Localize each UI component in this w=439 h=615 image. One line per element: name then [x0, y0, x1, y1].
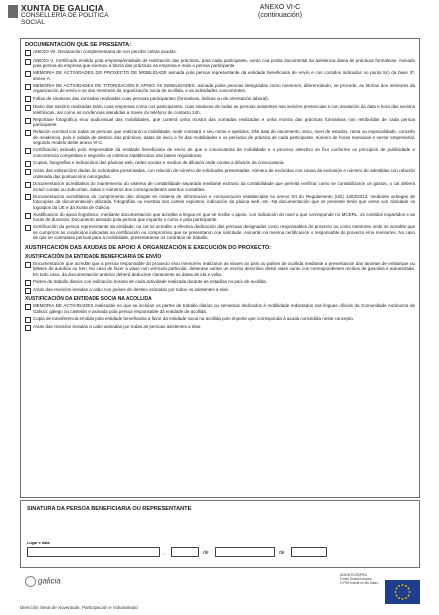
eu-star-icon [409, 591, 411, 593]
documentation-item [25, 70, 415, 81]
documentation-item-text: Documentación acreditativa do mantemento do sistema de contabilidade separada mediante extracto da contabilidade que permita verificar como se contabilizaron os gastos, o cal deberá incluír contas ou subcontas, datas e números dos correspondentes asentos contables. [33, 181, 415, 192]
eu-star-icon [398, 597, 400, 599]
page-footer [0, 574, 439, 615]
documentation-item-text: Follas de sinaturas das xornadas realizadas coas persoas participantes (formativas, lúdicas ou de orientación laboral). [33, 95, 269, 101]
eu-line-3: O FSE inviste no teu futuro [340, 580, 379, 585]
xunta-logo-icon [8, 5, 18, 18]
acollida-checkbox[interactable] [25, 325, 31, 331]
envio-checkbox[interactable] [25, 288, 31, 294]
documentation-item [25, 83, 415, 94]
documentation-checkbox[interactable] [25, 194, 31, 200]
page-header [8, 4, 431, 34]
documentation-item-text: Certificación da persoa representante da entidade, na cal se acredite a efectiva dedicación das persoas designadas como responsables do proxecto ou como mentores onde se acredite que se cumpriron as condicións indicadas na certificación ou compromiso que se presentaron coa solicitude. Asinarán na mesma certificación o responsable do proxecto e/ou mentor/es. No caso de que se contratase persoal para a mobilidade, presentaranse os contratos de traballo. [33, 224, 415, 241]
month-field[interactable] [215, 547, 275, 557]
eu-line-2: Fondo Social Europeo [340, 576, 372, 581]
envio-item-text: Actas das reunións levadas a cabo nos países de destino asinadas por todos os asistentes a elas. [33, 287, 230, 293]
documentation-checkbox[interactable] [25, 148, 31, 154]
documentation-checkbox[interactable] [25, 182, 31, 188]
galicia-logo-text: galicia [38, 576, 61, 586]
acollida-item-text: MEMORIA DE ACTIVIDADES realizadas en que se incluían os partes de traballo diarios ou semanais dedicados á mobilidade redactados nas linguas oficiais da Comunidade Autónoma de Galicia: galego ou castelán e asinada pola persoa responsable da entidade de acollida. [33, 303, 415, 314]
documentation-item-text: Diario das sesións realizadas tanto coas empresas coma cos participantes, coas sinaturas de todas as persoas asistentes nas sesións presenciais e con anotación da data e hora das sesións telefónicas, así como as incidencias atendidas a través do teléfono de contacto 24h. [33, 104, 415, 115]
documentation-checkbox[interactable] [25, 105, 31, 111]
eu-star-icon [396, 595, 398, 597]
documentation-item-text: MEMORIA DE ACTIVIDADES DE TITORIZACIÓN E APOIO ÁS MOBILIDADES, asinada polas persoas designadas como mentores, diferenciando, se procede, as titorías dos mentores da organización de envío e as dos mentores da organización socia de acollida, e as actividades concorrentes. [33, 82, 415, 94]
documentation-item-text: Relación nominal con todas as persoas que realizaron a mobilidade, onde constará o seu nome e apelidos, DNI data de nacemento, sexo, nivel de estudos, rama ou especialidade, concello de residencia, país e cidade de destino das prácticas, datas de inicio e fin das mobilidades e os períodos de práctica de cada participante, número de horas mensuais e sector empresarial, segundo modelo deste anexo VI-C. [33, 129, 415, 146]
year-field[interactable] [291, 547, 327, 557]
documentation-item [25, 49, 415, 56]
acollida-item [25, 303, 415, 314]
place-date-label: Lugar e data [27, 541, 50, 545]
acollida-heading: XUSTIFICACIÓN DA ENTIDADE SOCIA NA ACOLLIDA [25, 296, 152, 303]
documentation-checkbox[interactable] [25, 169, 31, 175]
place-field[interactable] [27, 547, 160, 557]
justification-heading: XUSTIFICACIÓN DAS AXUDAS DE APOIO Á ORGANIZACIÓN E EXECUCIÓN DO PROXECTO: [25, 245, 272, 252]
acollida-item-text: Actas das reunións levadas a cabo asinadas por todas as persoas asistentes a elas. [33, 324, 202, 330]
documentation-box [20, 38, 420, 498]
acollida-item [25, 324, 415, 331]
day-field[interactable] [171, 547, 199, 557]
eu-funding-text [340, 574, 378, 585]
acollida-item [25, 316, 415, 323]
signature-title: SINATURA DA PERSOA BENEFICIARIA OU REPRESENTANTE [27, 506, 192, 512]
envio-item-text: Partes de traballo diarios con indicación horaria de cada actividade realizada durante as estadías no país de acollida. [33, 278, 267, 284]
documentation-item [25, 224, 415, 241]
documentation-item [25, 58, 415, 69]
documentation-checkbox[interactable] [25, 225, 31, 231]
eu-star-icon [396, 588, 398, 590]
documentation-heading: DOCUMENTACIÓN QUE SE PRESENTA: [25, 42, 132, 48]
org-line-1: XUNTA DE GALICIA [21, 3, 105, 13]
eu-line-1: UNIÓN EUROPEA [340, 573, 367, 577]
documentation-item-text: MEMORIA DE ACTIVIDADES DO PROXECTO DE MOBILIDADE asinada pola persoa representante da entidade beneficiaria de envío e cos contidos indicados no punto 5c) da base 3ª, anexo-A. [33, 70, 415, 81]
documentation-checkbox[interactable] [25, 118, 31, 124]
documentation-checkbox[interactable] [25, 71, 31, 77]
documentation-item-text: Xustificación do apoio lingüístico, mediante documentación que acredite a lingua en que se recibe o apoio, con indicación do nivel a que corresponde no MCERL, os contidos impartidos e as horas de duración. Documento asinado pola persoa que impartiu o curso e pola participante. [33, 211, 415, 223]
documentation-item [25, 168, 415, 179]
envio-item [25, 261, 415, 278]
galicia-logo-icon [25, 576, 36, 587]
organization-name [21, 4, 108, 27]
acollida-item-text: Copia de transferencia emitida pola entidade beneficiaria a favor da entidade socia na acollida polo importe que corresponda á axuda concedida neste concepto. [33, 315, 354, 321]
signature-box [20, 500, 420, 568]
documentation-item-text: Actas das valoracións dadas ás solicitudes presentadas, con relación de número de solicitudes presentadas, número de excluídas con causa da exclusión e número de admitidas con relación ordenada das puntuacións outorgadas. [33, 168, 415, 179]
documentation-item-text: Certificación asinada polo responsable da entidade beneficiaria de envío de que a convocatoria da mobilidade e o proceso selectivo se fixo conforme os principios de publicidade e concorrencia competitiva e segundo os criterios establecidos nas bases reguladoras. [33, 147, 415, 158]
department-name: Dirección Xeral de Xuventude, Participación e Voluntariado [20, 605, 138, 610]
galicia-logo [25, 576, 61, 587]
documentation-item-text: ANEXO VII. Declaración complementaria de non percibir outras axudas. [33, 49, 177, 55]
org-line-2: CONSELLERÍA DE POLÍTICA [21, 12, 109, 19]
eu-star-icon [402, 598, 404, 600]
documentation-item [25, 129, 415, 146]
documentation-item [25, 147, 415, 158]
documentation-checkbox[interactable] [25, 130, 31, 136]
date-separator-comma: , [163, 550, 165, 556]
documentation-checkbox[interactable] [25, 59, 31, 65]
documentation-item [25, 104, 415, 115]
documentation-item [25, 194, 415, 211]
eu-star-icon [405, 597, 407, 599]
documentation-item-text: ANEXO V. Certificado emitido pola empresa/entidade de realización das prácticas, para cada participante, xunto coa proba documental da asistencia diaria ás prácticas formativas. Asinado pola persoa da empresa que exerceu a titoría das prácticas na empresa e mais a persoa participante. [33, 57, 415, 69]
date-separator-de-2: de [279, 550, 285, 556]
eu-star-icon [402, 584, 404, 586]
acollida-list [25, 303, 415, 331]
envio-item [25, 279, 415, 286]
anexo-title: ANEXO VI-C [259, 4, 301, 11]
eu-star-icon [405, 585, 407, 587]
documentation-checkbox[interactable] [25, 161, 31, 167]
date-separator-de-1: de [203, 550, 209, 556]
eu-star-icon [395, 591, 397, 593]
eu-flag-icon [385, 580, 420, 604]
documentation-item [25, 212, 415, 223]
envio-list [25, 261, 415, 294]
documentation-item [25, 96, 415, 103]
envio-item-text: Documentación que acredite que a persoa responsable do proxecto e/ou mentor/es realizaron as viaxes ao país ou países de acollida mediante a presentación das tarxetas de embarque ou billetes de autobús ou tren. No caso de facer a viaxe nun vehículo particular, deberase xuntar un escrito descritivo desta viaxe xunto cos correspondentes recibos de gasolina e autoestrada. En todo caso, da documentación anterior deberá deducirse claramente as datas de ida e volta. [33, 260, 415, 277]
eu-stars-icon [385, 580, 420, 604]
anexo-subtitle: (continuación) [258, 11, 302, 19]
documentation-checkbox[interactable] [25, 213, 31, 219]
documentation-checkbox[interactable] [25, 50, 31, 56]
eu-star-icon [408, 595, 410, 597]
envio-item [25, 287, 415, 294]
documentation-item-text: Documentación acreditativa do cumprimento das obrigas en materia de Información e comunicación establecidas no anexo XII do Regulamento (UE) 1303/2013, mediante achegas de fotocopias da documentación utilizada, fotografías ou mostras dos carteis expostos, indicación da páxina web, etc. Na documentación que se presente terán que verse con claridade os logotipos da UE e da Xunta de Galicia. [33, 193, 415, 210]
documentation-item-text: Reportaxe fotográfica e/ou audiovisual das mobilidades, que conterá unha mostra das xornadas realizadas e unha mostra das prácticas formativas non retribuídas de cada persoa participante. [33, 116, 415, 128]
documentation-item [25, 117, 415, 128]
documentation-checkbox[interactable] [25, 96, 31, 102]
documentation-checkbox[interactable] [25, 84, 31, 90]
eu-star-icon [408, 588, 410, 590]
documentation-list [25, 49, 415, 240]
envio-checkbox[interactable] [25, 262, 31, 268]
documentation-item-text: Copias, fotografías e indicacións das páxinas web, redes sociais e medios de difusión onde conste a difusión da convocatoria. [33, 159, 285, 165]
acollida-checkbox[interactable] [25, 304, 31, 310]
eu-star-icon [398, 585, 400, 587]
envio-heading: XUSTIFICACIÓN DA ENTIDADE BENEFICIARIA DE ENVÍO [25, 253, 162, 260]
anexo-label [258, 4, 302, 19]
acollida-checkbox[interactable] [25, 317, 31, 323]
documentation-item [25, 181, 415, 192]
org-line-3: SOCIAL [21, 18, 45, 26]
documentation-item [25, 160, 415, 167]
envio-checkbox[interactable] [25, 280, 31, 286]
